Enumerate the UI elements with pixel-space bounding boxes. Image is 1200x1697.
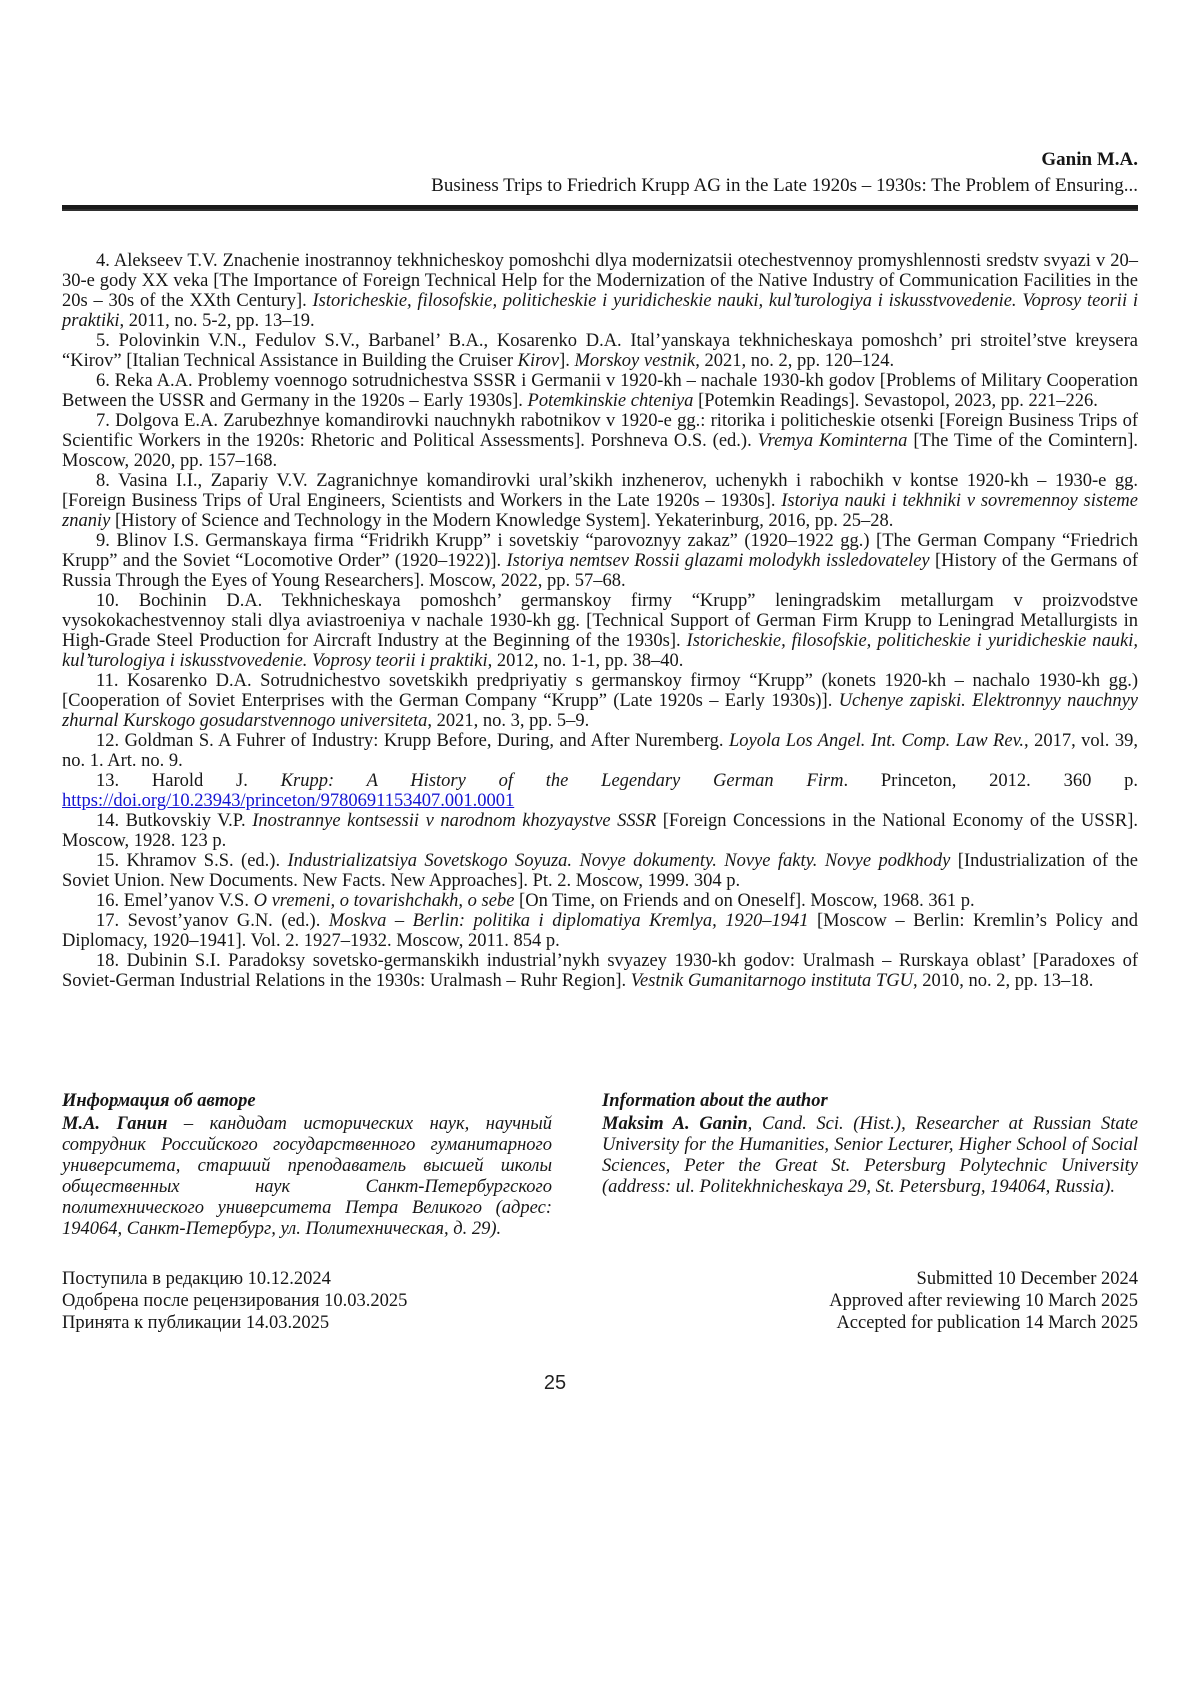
date-line: Одобрена после рецензирования 10.03.2025 — [62, 1291, 408, 1311]
reference-text: Industrializatsiya Sovetskogo Soyuza. Novye dokumenty. Novye fakty. Novye podkhody — [287, 851, 951, 871]
reference-text: , 2017, vol. 39, no. 1. Art. no. 9. — [62, 731, 1138, 771]
reference-text: 9. Blinov I.S. Germanskaya firma “Fridrikh Krupp” i sovetskiy “parovoznyy zakaz” (1920–1922 gg.) [The German Company “Friedrich Krupp” and the Soviet “Locomotive Order” (1920–1922)]. — [62, 531, 1138, 571]
reference-text: [On Time, on Friends and on Oneself]. Moscow, 1968. 361 p. — [514, 891, 975, 911]
reference-item — [62, 731, 1138, 771]
reference-text: [History of the Germans of Russia Through the Eyes of Young Researchers]. Moscow, 2022, pp. 57–68. — [62, 551, 1139, 591]
reference-text: Moskva – Berlin: politika i diplomatiya Kremlya, 1920–1941 — [328, 911, 809, 931]
reference-text: 14. Butkovskiy V.P. — [96, 811, 253, 831]
reference-text: 10. Bochinin D.A. Tekhnicheskaya pomoshch’ germanskoy firmy “Krupp” leningradskim metallurgam v proizvodstve vysokokachestvennoy stali dlya aviastroeniya v nachale 1930-kh gg. [Technical Support of German Firm Krupp to Leningrad Metallurgists in High-Grade Steel Production for Aircraft Industry at the Beginning of the 1930s]. — [62, 591, 1138, 651]
date-line: Approved after reviewing 10 March 2025 — [829, 1291, 1138, 1311]
reference-text: [The Time of the Comintern]. Moscow, 2020, pp. 157–168. — [62, 431, 1138, 471]
author-info-ru-heading: Информация об авторе — [62, 1091, 256, 1111]
reference-text: Kirov — [517, 351, 560, 371]
submission-dates — [62, 1268, 1138, 1334]
reference-text: O vremeni, o tovarishchakh, o sebe — [253, 891, 515, 911]
running-head-author: Ganin M.A. — [1041, 149, 1138, 170]
reference-text: 6. Reka A.A. Problemy voennogo sotrudnichestva SSSR i Germanii v 1920-kh – nachale 1930-kh godov [Problems of Military Cooperation Between the USSR and Germany in the 1920s – Early 1930s]. — [62, 371, 1138, 411]
date-line: Accepted for publication 14 March 2025 — [836, 1313, 1138, 1333]
submission-dates-en — [829, 1268, 1138, 1334]
reference-text: 16. Emel’yanov V.S. — [96, 891, 254, 911]
date-line: Поступила в редакцию 10.12.2024 — [62, 1269, 331, 1289]
reference-text: 18. Dubinin S.I. Paradoksy sovetsko-germanskikh industrial’nykh svyazey 1930-kh godov: Uralmash – Rurskaya oblast’ [Paradoxes of Soviet-German Industrial Relations in the 1930s: Uralmash – Ruhr Region]. — [62, 951, 1138, 991]
reference-item — [62, 471, 1138, 531]
reference-text: [Potemkin Readings]. Sevastopol, 2023, pp. 221–226. — [693, 391, 1098, 411]
reference-item — [62, 331, 1138, 371]
reference-text: [Foreign Concessions in the National Economy of the USSR]. Moscow, 1928. 123 p. — [62, 811, 1138, 851]
running-head — [0, 0, 1200, 200]
reference-text: , 2021, no. 3, pp. 5–9. — [427, 711, 590, 731]
running-head-title: Business Trips to Friedrich Krupp AG in the Late 1920s – 1930s: The Problem of Ensuring... — [431, 175, 1138, 196]
reference-text: , 2011, no. 5-2, pp. 13–19. — [119, 311, 315, 331]
author-info-en-heading: Information about the author — [602, 1091, 828, 1111]
reference-item — [62, 411, 1138, 471]
reference-text: 11. Kosarenko D.A. Sotrudnichestvo sovetskikh predpriyatiy s germanskoy firmoy “Krupp” (konets 1920-kh – nachalo 1930-kh gg.) [Cooperation of Soviet Enterprises with the German Company “Krupp” (Late 1920s – Early 1930s)]. — [62, 671, 1138, 711]
reference-item — [62, 371, 1138, 411]
reference-text: Vremya Kominterna — [757, 431, 908, 451]
author-bio-en: , Cand. Sci. (Hist.), Researcher at Russian State University for the Humanities, Senior Lecturer, Higher School of Social Sciences, Peter the Great St. Petersburg Polytechnic University (address: ul. Politekhnicheskaya 29, St. Petersburg, 194064, Russia). — [602, 1114, 1138, 1197]
reference-item — [62, 811, 1138, 851]
reference-text: Istoricheskie, filosofskie, politicheskie i yuridicheskie nauki, kul’turologiya i iskusstvovedenie. Voprosy teorii i praktiki — [62, 631, 1138, 671]
reference-item — [62, 671, 1138, 731]
reference-item — [62, 911, 1138, 951]
reference-text: 7. Dolgova E.A. Zarubezhnye komandirovki nauchnykh rabotnikov v 1920-e gg.: ritorika i politicheskie otsenki [Foreign Business Trips of Scientific Workers in the 1920s: Rhetoric and Political Assessments]. Porshneva O.S. (ed.). — [62, 411, 1138, 451]
author-info-section — [62, 1091, 1138, 1240]
reference-text: ]. — [559, 351, 575, 371]
submission-dates-ru — [62, 1268, 407, 1334]
reference-item — [62, 851, 1138, 891]
reference-text: Uchenye zapiski. Elektronnyy nauchnyy zhurnal Kurskogo gosudarstvennogo universiteta — [62, 691, 1138, 731]
reference-text: Istoriya nauki i tekhniki v sovremennoy sisteme znaniy — [62, 491, 1139, 531]
author-bio-ru: – кандидат исторических наук, научный сотрудник Российского государственного гуманитарного университета, старший преподаватель высшей школы общественных наук Санкт-Петербургского политехнического университета Петра Великого (адрес: 194064, Санкт-Петербург, ул. Политехническая, д. 29). — [62, 1114, 552, 1239]
author-info-ru-body — [62, 1114, 552, 1240]
author-info-en-body — [602, 1114, 1138, 1198]
reference-item — [62, 891, 1138, 911]
reference-item — [62, 591, 1138, 671]
reference-text: 17. Sevost’yanov G.N. (ed.). — [96, 911, 329, 931]
reference-text: 15. Khramov S.S. (ed.). — [96, 851, 288, 871]
date-line: Submitted 10 December 2024 — [916, 1269, 1138, 1289]
reference-text: Inostrannye kontsessii v narodnom khozyaystve SSSR — [252, 811, 657, 831]
author-name-ru: М.А. Ганин — [62, 1114, 168, 1134]
reference-text: [History of Science and Technology in the Modern Knowledge System]. Yekaterinburg, 2016, pp. 25–28. — [110, 511, 894, 531]
reference-item — [62, 951, 1138, 991]
author-info-ru — [62, 1091, 552, 1240]
reference-item — [62, 251, 1138, 331]
reference-text: , 2010, no. 2, pp. 13–18. — [912, 971, 1094, 991]
date-line: Принята к публикации 14.03.2025 — [62, 1313, 330, 1333]
reference-text: Potemkinskie chteniya — [527, 391, 694, 411]
reference-item — [62, 531, 1138, 591]
reference-text: 4. Alekseev T.V. Znachenie inostrannoy tekhnicheskoy pomoshchi dlya modernizatsii otechestvennoy promyshlennosti sredstv svyazi v 20–30-e gody XX veka [The Importance of Foreign Technical Help for the Modernization of the Native Industry of Communication Facilities in the 20s – 30s of the XXth Century]. — [62, 251, 1138, 311]
author-name-en: Maksim A. Ganin — [602, 1114, 748, 1134]
reference-text: Loyola Los Angel. Int. Comp. Law Rev. — [728, 731, 1025, 751]
author-info-en — [602, 1091, 1138, 1240]
references-list — [62, 251, 1138, 991]
reference-text: 8. Vasina I.I., Zapariy V.V. Zagranichnye komandirovki ural’skikh inzhenerov, uchenykh i rabochikh v kontse 1920-kh – 1930-e gg. [Foreign Business Trips of Ural Engineers, Scientists and Workers in the Late 1920s – 1930s]. — [62, 471, 1138, 511]
reference-text: Krupp: A History of the Legendary German Firm — [280, 771, 844, 791]
reference-text: 5. Polovinkin V.N., Fedulov S.V., Barbanel’ B.A., Kosarenko D.A. Ital’yanskaya tekhnicheskaya pomoshch’ pri stroitel’stve kreysera “Kirov” [Italian Technical Assistance in Building the Cruiser — [62, 331, 1138, 371]
reference-text: Istoricheskie, filosofskie, politicheskie i yuridicheskie nauki, kul’turologiya i iskusstvovedenie. Voprosy teorii i praktiki — [62, 291, 1138, 331]
reference-text: Vestnik Gumanitarnogo instituta TGU — [630, 971, 913, 991]
reference-text: [Industrialization of the Soviet Union. New Documents. New Facts. New Approaches]. Pt. 2. Moscow, 1999. 304 p. — [62, 851, 1139, 891]
reference-text: Istoriya nemtsev Rossii glazami molodykh issledovateley — [506, 551, 930, 571]
reference-text: 13. Harold J. — [96, 771, 281, 791]
reference-text: [Moscow – Berlin: Kremlin’s Policy and Diplomacy, 1920–1941]. Vol. 2. 1927–1932. Moscow, 2011. 854 p. — [62, 911, 1138, 951]
reference-text: Morskoy vestnik — [574, 351, 696, 371]
header-double-rule — [62, 205, 1138, 211]
reference-text: , 2021, no. 2, pp. 120–124. — [695, 351, 895, 371]
page-number: 25 — [543, 1372, 567, 1394]
reference-text: 12. Goldman S. A Fuhrer of Industry: Krupp Before, During, and After Nuremberg. — [96, 731, 729, 751]
reference-text: . Princeton, 2012. 360 p. — [843, 771, 1138, 791]
reference-text: , 2012, no. 1-1, pp. 38–40. — [487, 651, 684, 671]
reference-item — [62, 771, 1138, 811]
doi-link[interactable]: https://doi.org/10.23943/princeton/9780691153407.001.0001 — [62, 791, 515, 811]
